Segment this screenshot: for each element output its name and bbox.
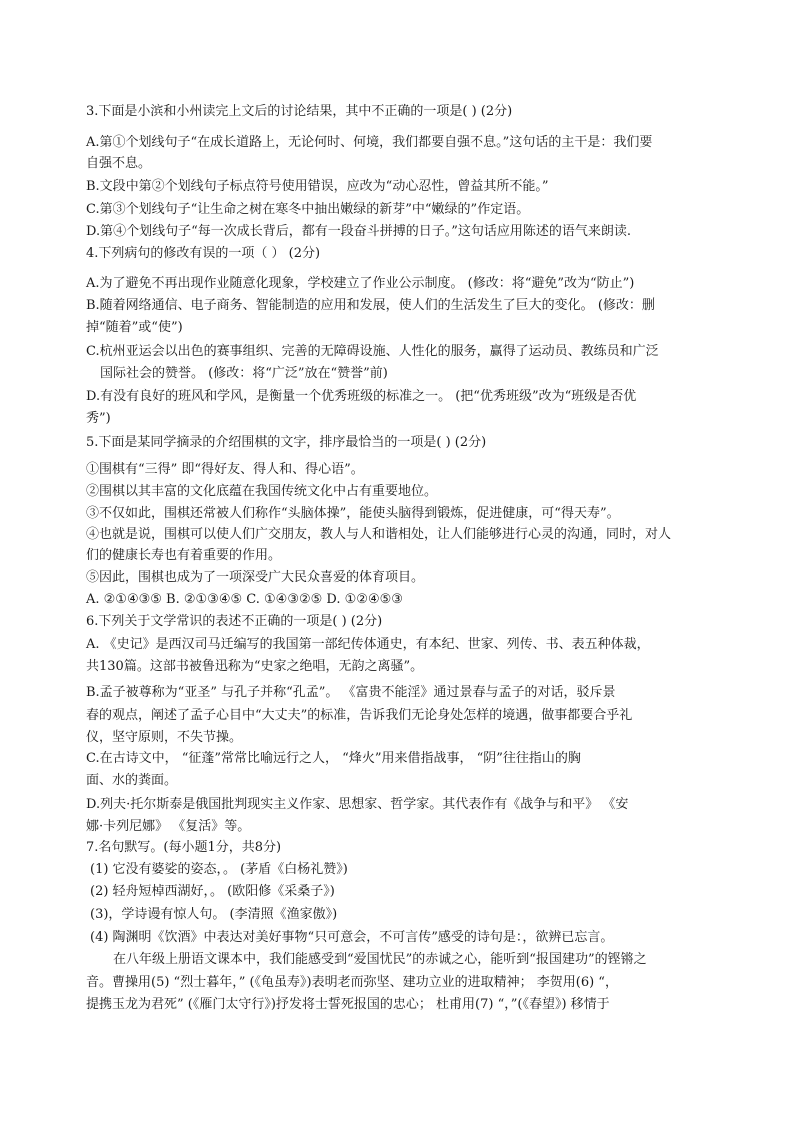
q4-option-d-cont: 秀”) [86, 411, 111, 426]
q4-stem: 4.下列病句的修改有误的一项（ ） (2分) [86, 246, 321, 261]
q3-stem: 3.下面是小滨和小州读完上文后的讨论结果，其中不正确的一项是( ) (2分) [86, 104, 513, 119]
q5-sentence-5: ⑤因此，围棋也成为了一项深受广大民众喜爱的体育项目。 [86, 570, 425, 585]
q7-item-4: (4) 陶渊明《饮酒》中表达对美好事物“只可意会，不可言传”感受的诗句是：，欲辨已忘言。 [90, 930, 614, 945]
q5-sentence-4: ④也就是说，围棋可以使人们广交朋友，教人与人和谐相处，让人们能够进行心灵的沟通，同时，对人 [86, 527, 672, 542]
q6-option-b-cont2: 仪，坚守原则，不失节操。 [86, 730, 243, 745]
q6-option-b-cont: 春的观点，阐述了孟子心目中“大丈夫”的标准，告诉我们无论身处怎样的境遇，做事都要合乎礼 [86, 708, 633, 723]
q6-option-a: A. 《史记》是西汉司马迁编写的我国第一部纪传体通史，有本纪、世家、列传、书、表五种体裁， [86, 637, 650, 652]
q3-option-d: D.第④个划线句子“每一次成长背后，都有一段奋斗拼搏的日子。”这句话应用陈述的语气来朗读. [86, 224, 632, 239]
q3-option-a-cont: 自强不息。 [86, 156, 152, 171]
q6-option-b: B.孟子被尊称为“亚圣” 与孔子并称“孔孟”。 《富贵不能淫》通过景春与孟子的对话，驳斥景 [86, 685, 616, 700]
q5-sentence-3: ③不仅如此，围棋还常被人们称作“头脑体操”，能使头脑得到锻炼，促进健康，可“得天寿”。 [86, 506, 620, 521]
q4-option-a: A.为了避免不再出现作业随意化现象，学校建立了作业公示制度。 (修改：将“避免”改为“防止”) [86, 276, 635, 291]
q5-options: A. ②①④③⑤ B. ②①③④⑤ C. ①④③②⑤ D. ①②④⑤③ [86, 592, 403, 607]
q6-option-c: C.在古诗文中， “征蓬”常常比喻远行之人， “烽火”用来借指战事， “阴”往往指山的胸 [86, 751, 581, 766]
q6-option-c-cont: 面、水的粪面。 [86, 773, 178, 788]
q5-sentence-2: ②围棋以其丰富的文化底蕴在我国传统文化中占有重要地位。 [86, 484, 438, 499]
q3-option-c: C.第③个划线句子“让生命之树在寒冬中抽出嫩绿的新芽”中“嫩绿的”作定语。 [86, 202, 530, 217]
q6-option-a-cont: 共130篇。这部书被鲁迅称为“史家之绝唱，无韵之离骚”。 [86, 659, 424, 674]
q6-option-d-cont: 娜·卡列尼娜》 《复活》等。 [86, 819, 251, 834]
q4-option-d: D.有没有良好的班风和学风，是衡量一个优秀班级的标准之一。 (把“优秀班级”改为“班级是否优 [86, 389, 637, 404]
q3-option-b: B.文段中第②个划线句子标点符号使用错误，应改为“动心忍性，曾益其所不能。” [86, 179, 549, 194]
q7-paragraph-cont: 音。曹操用(5) “烈士暮年，” (《龟虽寿》)表明老而弥坚、建功立业的进取精神； 李贺用(6) “， [86, 975, 618, 990]
q7-paragraph: 在八年级上册语文课本中，我们能感受到“爱国忧民”的赤诚之心，能听到“报国建功”的铿锵之 [113, 952, 647, 967]
q7-stem: 7.名句默写。(每小题1分，共8分) [86, 840, 282, 855]
q4-option-b: B.随着网络通信、电子商务、智能制造的应用和发展，使人们的生活发生了巨大的变化。 (修改：删 [86, 298, 655, 313]
q7-item-2: (2) 轻舟短棹西湖好，。 (欧阳修《采桑子》) [90, 884, 335, 899]
q4-option-c: C.杭州亚运会以出色的赛事组织、完善的无障碍设施、人性化的服务，赢得了运动员、教练员和广泛 [86, 344, 659, 359]
q5-sentence-1: ①围棋有“三得” 即“得好友、得人和、得心语”。 [86, 462, 364, 477]
q5-sentence-4-cont: 们的健康长寿也有着重要的作用。 [86, 548, 282, 563]
q4-option-b-cont: 掉“随着”或“使”) [86, 320, 183, 335]
q6-option-d: D.列夫·托尔斯泰是俄国批判现实主义作家、思想家、哲学家。其代表作有《战争与和平》 《安 [86, 797, 629, 812]
q7-paragraph-cont2: 提携玉龙为君死” (《雁门太守行》)抒发将士誓死报国的忠心； 杜甫用(7) “，”(《春望》) 移情于 [86, 997, 610, 1012]
q4-option-c-cont: 国际社会的赞誉。 (修改：将“广泛”放在“赞誉”前) [100, 366, 388, 381]
q7-item-1: (1) 它没有婆娑的姿态，。 (茅盾《白杨礼赞》) [90, 862, 348, 877]
q6-stem: 6.下列关于文学常识的表述不正确的一项是( ) (2分) [86, 614, 383, 629]
q5-stem: 5.下面是某同学摘录的介绍围棋的文字，排序最恰当的一项是( ) (2分) [86, 435, 487, 450]
q7-item-3: (3)，学诗谩有惊人句。 (李清照《渔家傲》) [90, 907, 338, 922]
q3-option-a: A.第①个划线句子“在成长道路上，无论何时、何境，我们都要自强不息。”这句话的主干是：我们要 [86, 135, 653, 150]
